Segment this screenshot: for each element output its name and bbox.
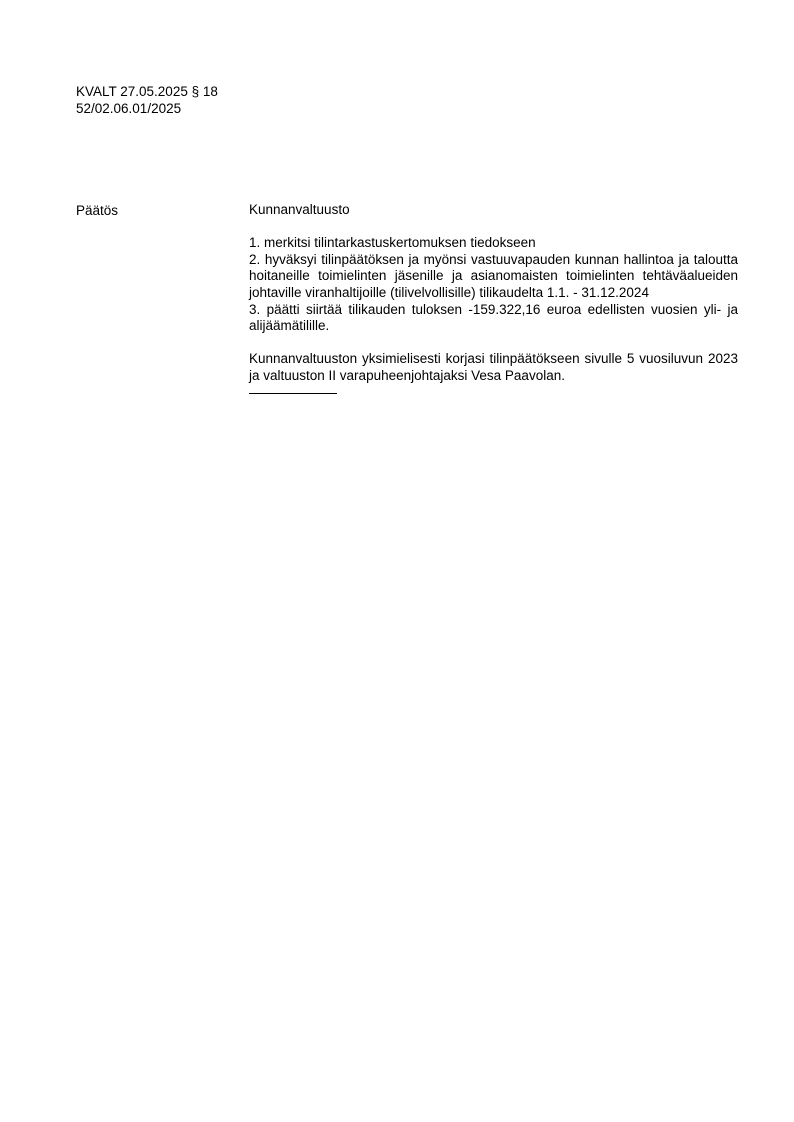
- decision-item-2: 2. hyväksyi tilinpäätöksen ja myönsi vastuuvapauden kunnan hallintoa ja taloutta hoitaneille toimielinten jäsenille ja asianomaisten toimielinten tehtäväalueiden johtaville viranhaltijoille (tilivelvollisille) tilikaudelta 1.1. - 31.12.2024: [249, 251, 738, 300]
- document-header: [76, 83, 218, 117]
- decision-content: [249, 202, 738, 394]
- meeting-reference: KVALT 27.05.2025 § 18: [76, 84, 218, 99]
- decision-item-1: 1. merkitsi tilintarkastuskertomuksen tiedokseen: [249, 235, 536, 251]
- decision-item-3: 3. päätti siirtää tilikauden tuloksen -159.322,16 euroa edellisten vuosien yli- ja alijäämätilille.: [249, 301, 738, 334]
- decision-note: Kunnanvaltuuston yksimielisesti korjasi tilinpäätökseen sivulle 5 vuosiluvun 2023 ja valtuuston II varapuheenjohtajaksi Vesa Paavolan.: [249, 351, 738, 383]
- decision-label: Päätös: [76, 203, 119, 218]
- case-number: 52/02.06.01/2025: [76, 101, 182, 116]
- decision-body-title: Kunnanvaltuusto: [249, 202, 350, 217]
- closing-rule: [249, 393, 337, 394]
